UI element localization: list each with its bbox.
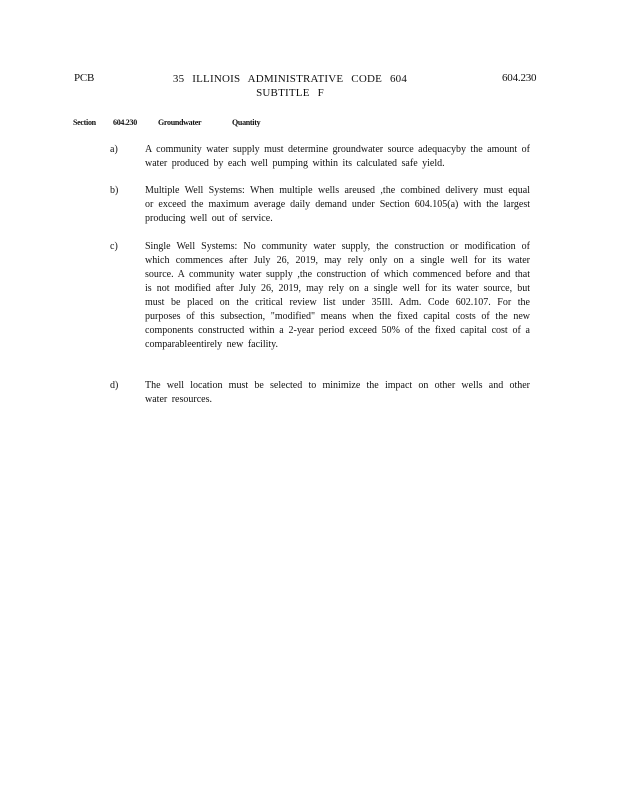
- section-title-word-1: Groundwater: [158, 118, 202, 127]
- subsection-text: Multiple Well Systems: When multiple wells areused ,the combined delivery must equal or exceed the maximum average daily demand under Section 604.105(a) with the largest producing well out of service.: [145, 185, 530, 224]
- header-agency: PCB: [74, 72, 95, 84]
- subsection-c: [110, 240, 530, 352]
- subsection-text: A community water supply must determine groundwater source adequacyby the amount of water produced by each well pumping within its calculated safe yield.: [145, 144, 530, 169]
- subsection-marker: a): [110, 144, 118, 155]
- header-code-title: [150, 72, 430, 100]
- header-code-line: 35 ILLINOIS ADMINISTRATIVE CODE 604: [172, 73, 408, 85]
- subsection-marker: d): [110, 380, 119, 391]
- subsection-text: The well location must be selected to minimize the impact on other wells and other water resources.: [145, 380, 530, 405]
- subsection-text: Single Well Systems: No community water supply, the construction or modification of which commences after July 26, 2019, may rely only on a single well for its water source. A community water supply ,the construction of which commenced before and that is not modified after July 26, 2019, may rely on a single well for its water source, but must be placed on the critical review list under 35Ill. Adm. Code 602.107. For the purposes of this subsection, "modified" means when the fixed capital costs of the new components constructed within a 2-year period exceed 50% of the fixed capital cost of a comparableentirely new facility.: [145, 241, 530, 350]
- section-label: Section: [73, 118, 96, 127]
- section-title-word-2: Quantity: [232, 118, 261, 127]
- subsection-marker: c): [110, 241, 118, 252]
- header-subtitle-line: SUBTITLE F: [256, 87, 324, 99]
- subsection-marker: b): [110, 185, 119, 196]
- subsection-a: [110, 143, 530, 171]
- subsection-d: [110, 379, 530, 407]
- header-section-number: 604.230: [502, 72, 537, 84]
- section-number: 604.230: [113, 118, 137, 127]
- subsection-b: [110, 184, 530, 226]
